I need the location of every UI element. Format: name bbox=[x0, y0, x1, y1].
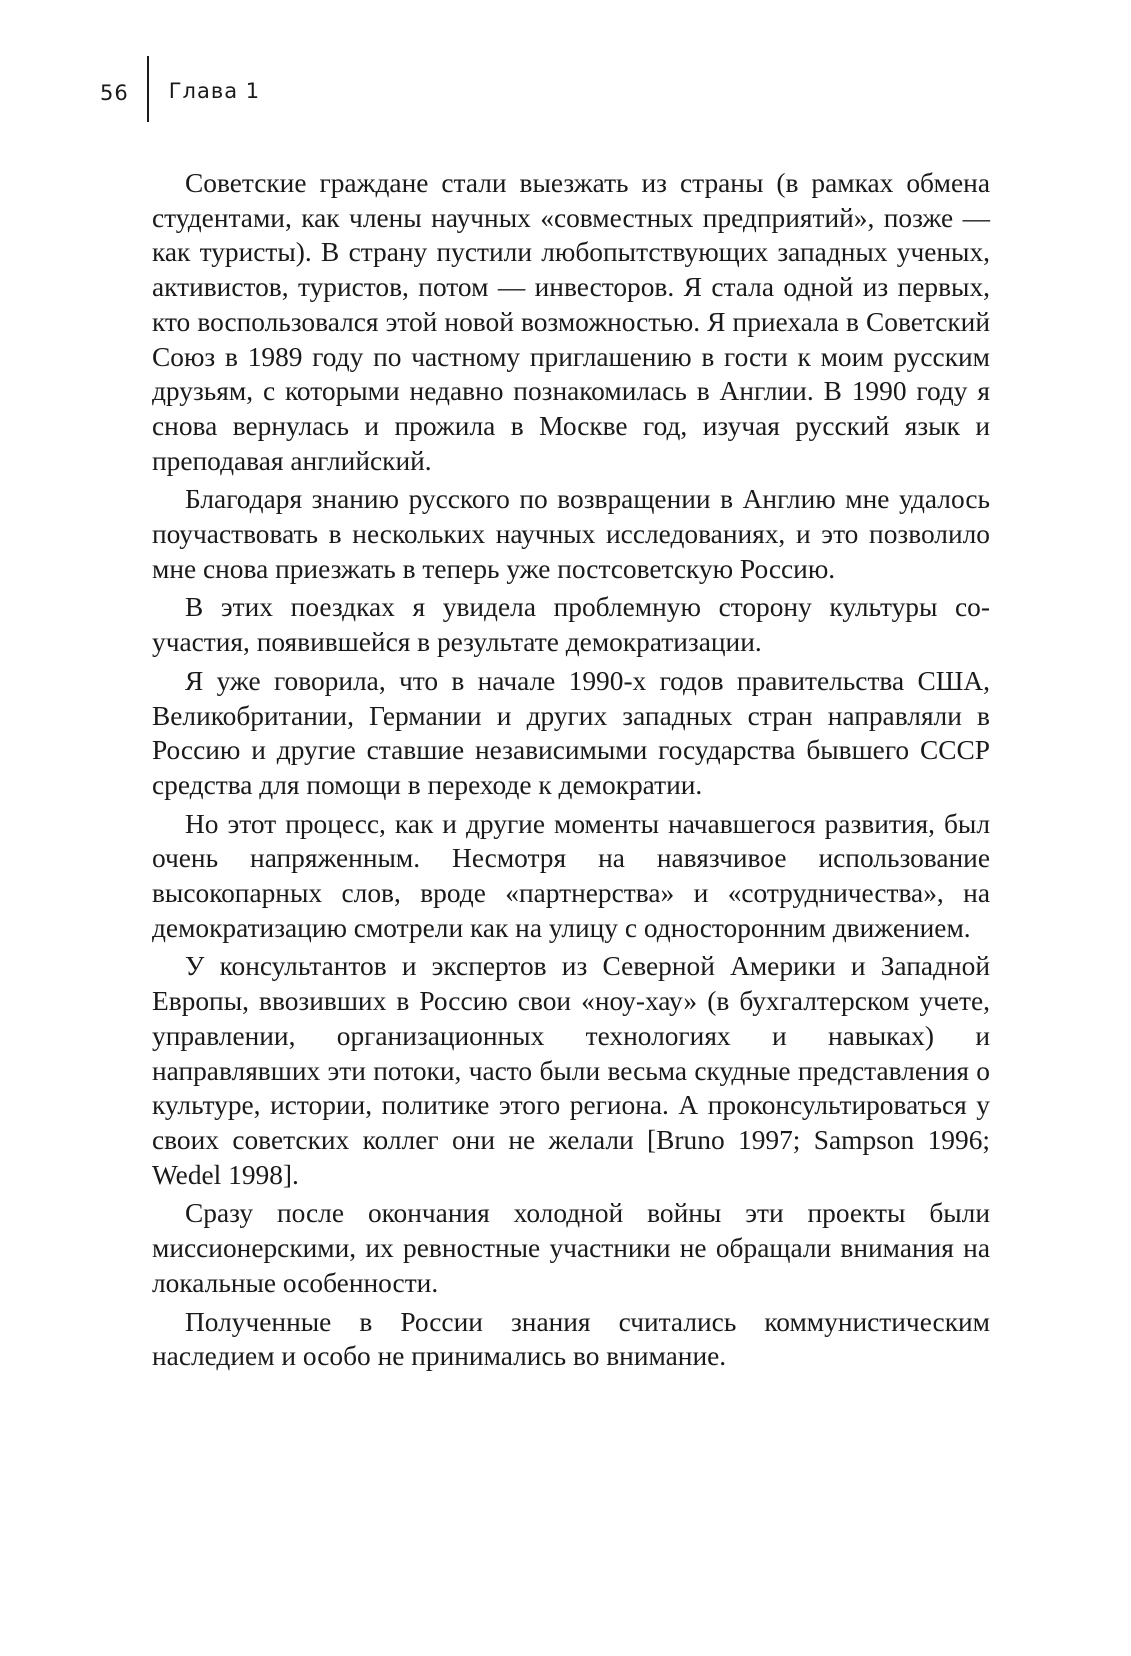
paragraph-1: Советские граждане стали выезжать из страны (в рамках обмена студентами, как члены научных «совместных предприятий», позже — как туристы). В страну пустили любопытствующих западных ученых, активистов, туристов, потом — инвесторов. Я стала одной из первых, кто воспользовался этой новой возможностью. Я приехала в Советский Союз в 1989 году по частному приглашению в гости к моим русским друзьям, с которыми недавно познакомилась в Англии. В 1990 году я снова вернулась и прожила в Москве год, изучая русский язык и преподавая английский. bbox=[152, 168, 990, 476]
running-header bbox=[100, 56, 260, 122]
paragraph-8: Полученные в России знания считались коммунистическим наследием и особо не принимались во внимание. bbox=[152, 1306, 990, 1372]
page-number: 56 bbox=[100, 81, 129, 105]
paragraph-2: Благодаря знанию русского по возвращении в Англию мне удалось поучаствовать в нескольких научных исследованиях, и это позволило мне снова приезжать в теперь уже постсоветскую Россию. bbox=[152, 484, 990, 584]
chapter-title: Глава 1 bbox=[168, 79, 261, 103]
paragraph-4: Я уже говорила, что в начале 1990-х годов правительства США, Великобритании, Германии и других западных стран направляли в Россию и другие ставшие независимыми государства бывшего СССР средства для помощи в переходе к демократии. bbox=[152, 665, 990, 800]
body-text bbox=[152, 166, 990, 1374]
header-divider bbox=[147, 56, 149, 122]
paragraph-3: В этих поездках я увидела проблемную сторону культуры со-участия, появившейся в результате демократизации. bbox=[152, 592, 990, 658]
paragraph-6: У консультантов и экспертов из Северной Америки и Западной Европы, ввозивших в Россию свои «ноу-хау» (в бухгалтерском учете, управлении, организационных технологиях и навыках) и направлявших эти потоки, часто были весьма скудные представления о культуре, истории, политике этого региона. А проконсультироваться у своих советских коллег они не желали [Bruno 1997; Sampson 1996; Wedel 1998]. bbox=[152, 951, 990, 1190]
paragraph-5: Но этот процесс, как и другие моменты начавшегося развития, был очень напряженным. Несмотря на навязчивое использование высокопарных слов, вроде «партнерства» и «сотрудничества», на демократизацию смотрели как на улицу с односторонним движением. bbox=[152, 808, 990, 943]
paragraph-7: Сразу после окончания холодной войны эти проекты были миссионерскими, их ревностные участники не обращали внимания на локальные особенности. bbox=[152, 1198, 990, 1298]
